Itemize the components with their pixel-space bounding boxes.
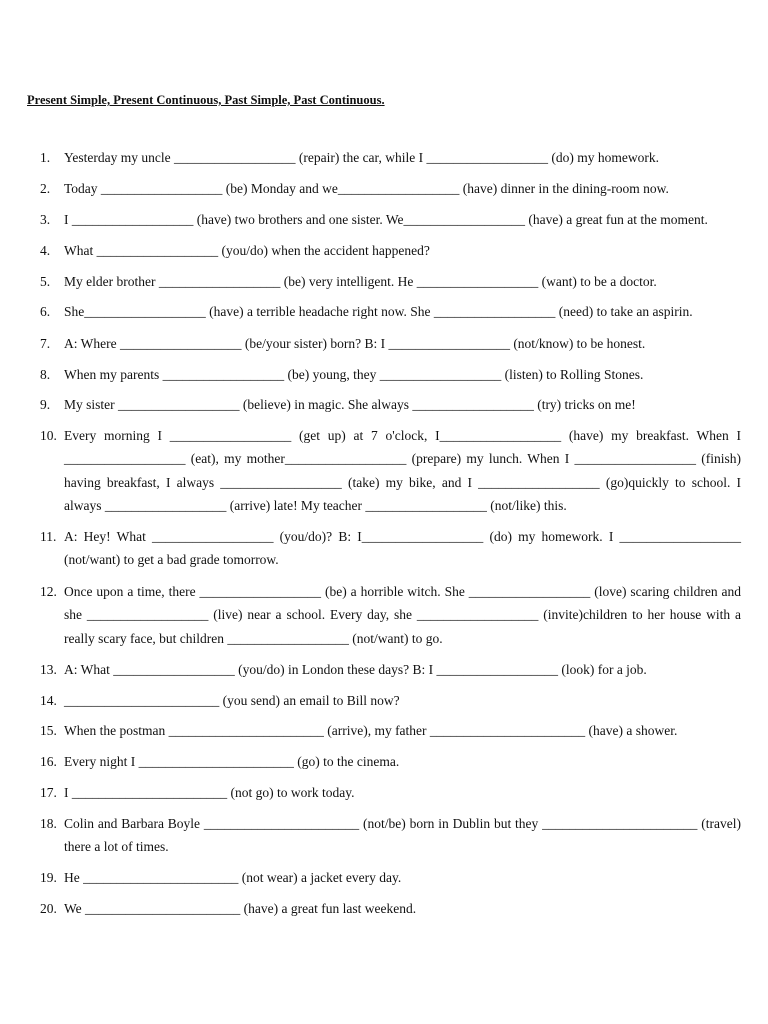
exercise-item [40,580,741,650]
exercise-number: 7. [40,336,51,351]
exercise-item [40,146,741,169]
exercise-item [40,525,741,572]
exercise-number: 3. [40,212,51,227]
exercise-item [40,812,741,859]
exercise-number: 11. [40,529,57,544]
exercise-text: Today __________________ (be) Monday and we__________________ (have) dinner in the dining-room now. [64,181,669,196]
exercise-text: I __________________ (have) two brothers and one sister. We__________________ (have) a great fun at the moment. [64,212,708,227]
exercise-text: Every morning I __________________ (get up) at 7 o'clock, I__________________ (have) my breakfast. When I __________________ (eat), my mother__________________ (prepare) my lunch. When I __________________ (finish) having breakfast, I always __________________ (take) my bike, and I __________________ (go)quickly to school. I always __________________ (arrive) late! My teacher __________________ (not/like) this. [64,428,741,513]
exercise-item [40,393,741,416]
exercise-text: Colin and Barbara Boyle _______________________ (not/be) born in Dublin but they _______________________ (travel) there a lot of times. [64,816,741,855]
exercise-item [40,424,741,517]
exercise-item [40,866,741,889]
exercise-item [40,363,741,386]
exercise-number: 18. [40,816,57,831]
exercise-item [40,300,741,323]
exercise-number: 12. [40,584,57,599]
exercise-number: 5. [40,274,51,289]
exercise-text: He _______________________ (not wear) a jacket every day. [64,870,402,885]
exercise-number: 19. [40,870,57,885]
exercise-text: When the postman _______________________ (arrive), my father _______________________ (have) a shower. [64,723,678,738]
exercise-number: 2. [40,181,51,196]
exercise-text: I _______________________ (not go) to work today. [64,785,355,800]
exercise-text: A: Where __________________ (be/your sister) born? B: I __________________ (not/know) to be honest. [64,336,646,351]
exercise-item [40,177,741,200]
exercise-number: 6. [40,304,51,319]
exercise-text: My elder brother __________________ (be) very intelligent. He __________________ (want) to be a doctor. [64,274,657,289]
exercise-number: 15. [40,723,57,738]
exercise-text: What __________________ (you/do) when the accident happened? [64,243,430,258]
exercise-item [40,332,741,355]
exercise-item [40,719,741,742]
exercise-number: 9. [40,397,51,412]
exercise-item [40,689,741,712]
worksheet-title [27,93,385,108]
exercise-item [40,270,741,293]
exercise-item [40,897,741,920]
exercise-item [40,208,741,231]
exercise-number: 10. [40,428,57,443]
exercise-number: 8. [40,367,51,382]
exercise-number: 20. [40,901,57,916]
exercise-number: 13. [40,662,57,677]
exercise-text: Once upon a time, there __________________ (be) a horrible witch. She __________________ (love) scaring children and she __________________ (live) near a school. Every day, she __________________ (invite)children to her house with a really scary face, but children __________________ (not/want) to go. [64,584,741,646]
exercise-text: A: Hey! What __________________ (you/do)? B: I__________________ (do) my homework. I __________________ (not/want) to get a bad grade tomorrow. [64,529,741,568]
exercise-item [40,781,741,804]
worksheet-title-text: Present Simple, Present Continuous, Past Simple, Past Continuous [27,93,382,107]
exercise-text: My sister __________________ (believe) in magic. She always __________________ (try) tricks on me! [64,397,636,412]
exercise-text: When my parents __________________ (be) young, they __________________ (listen) to Rolling Stones. [64,367,644,382]
exercise-item [40,658,741,681]
exercise-item [40,239,741,262]
exercise-text: A: What __________________ (you/do) in London these days? B: I __________________ (look) for a job. [64,662,647,677]
exercise-text: _______________________ (you send) an email to Bill now? [64,693,400,708]
exercise-number: 14. [40,693,57,708]
exercise-number: 16. [40,754,57,769]
worksheet-title-period: . [381,93,385,107]
exercise-number: 17. [40,785,57,800]
exercise-text: We _______________________ (have) a great fun last weekend. [64,901,417,916]
exercise-text: Every night I _______________________ (go) to the cinema. [64,754,400,769]
exercise-number: 1. [40,150,51,165]
exercise-text: She__________________ (have) a terrible headache right now. She __________________ (need) to take an aspirin. [64,304,693,319]
exercise-item [40,750,741,773]
exercise-number: 4. [40,243,51,258]
exercise-text: Yesterday my uncle __________________ (repair) the car, while I __________________ (do) my homework. [64,150,659,165]
